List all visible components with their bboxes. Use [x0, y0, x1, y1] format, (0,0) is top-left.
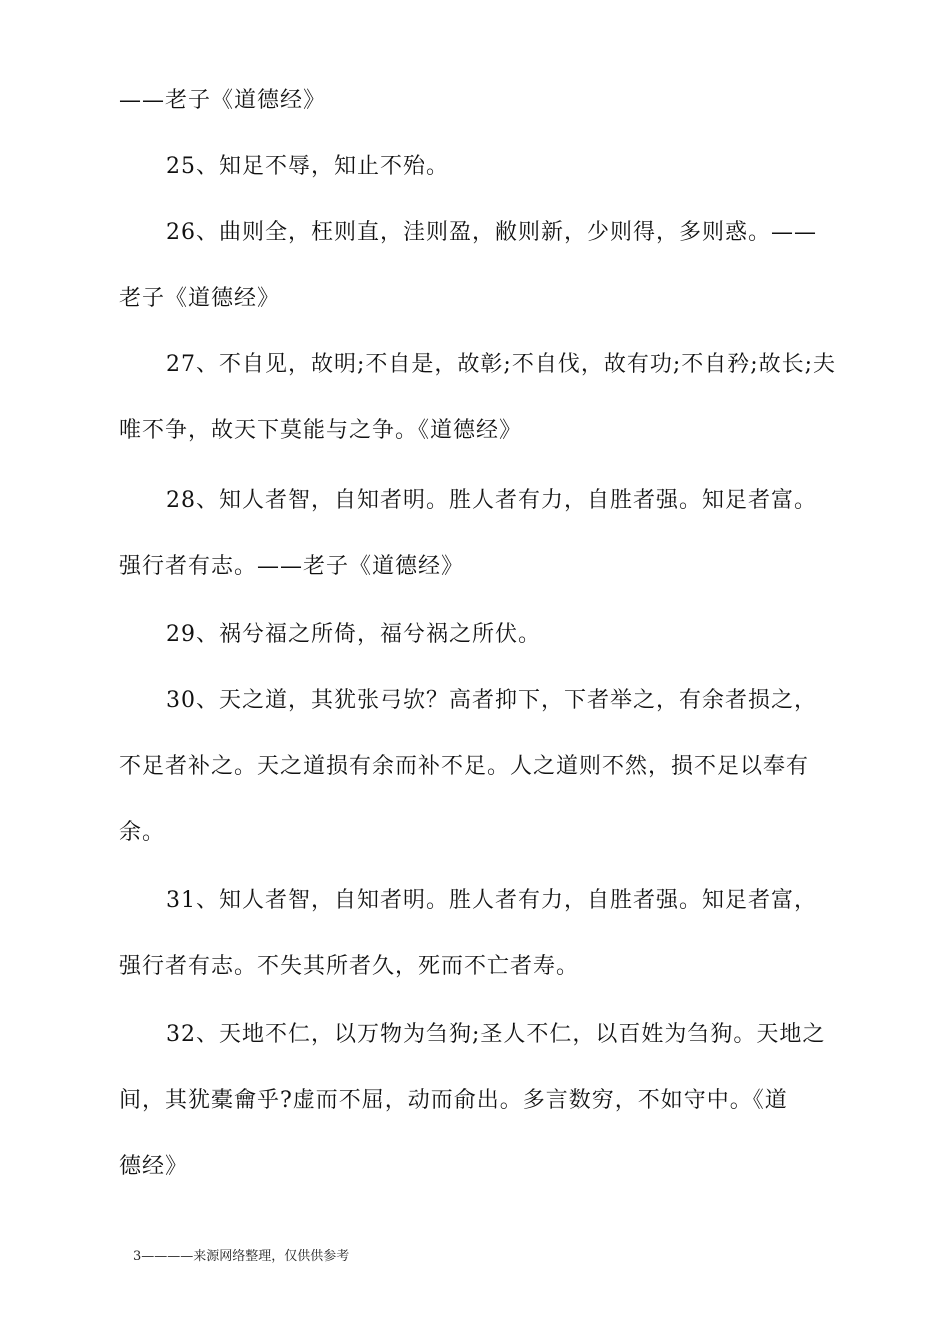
text-line-12: 余。 [119, 820, 166, 845]
text-line-5: 27、不自见，故明;不自是，故彰;不自伐，故有功;不自矜;故长;夫 [166, 352, 837, 377]
text-line-10: 30、天之道，其犹张弓欤？高者抑下，下者举之，有余者损之， [166, 688, 817, 713]
text-line-14: 强行者有志。不失其所者久，死而不亡者寿。 [119, 954, 580, 979]
text-line-6: 唯不争，故天下莫能与之争。《道德经》 [119, 418, 523, 443]
text-line-15: 32、天地不仁，以万物为刍狗;圣人不仁，以百姓为刍狗。天地之 [166, 1022, 826, 1047]
text-line-9: 29、祸兮福之所倚，福兮祸之所伏。 [166, 622, 541, 647]
text-line-7: 28、知人者智，自知者明。胜人者有力，自胜者强。知足者富。 [166, 488, 817, 513]
text-line-13: 31、知人者智，自知者明。胜人者有力，自胜者强。知足者富， [166, 888, 817, 913]
text-line-4: 老子《道德经》 [119, 286, 281, 311]
text-line-3: 26、曲则全，枉则直，洼则盈，敝则新，少则得，多则惑。—— [166, 220, 817, 245]
page-footer: 3————来源网络整理，仅供供参考 [133, 1249, 350, 1264]
text-line-17: 德经》 [119, 1154, 189, 1179]
text-line-1: ——老子《道德经》 [119, 88, 327, 113]
text-line-8: 强行者有志。——老子《道德经》 [119, 554, 465, 579]
text-line-11: 不足者补之。天之道损有余而补不足。人之道则不然，损不足以奉有 [119, 754, 810, 779]
text-line-16: 间，其犹橐龠乎?虚而不屈，动而俞出。多言数穷，不如守中。《道 [119, 1088, 788, 1113]
text-line-2: 25、知足不辱，知止不殆。 [166, 154, 449, 179]
